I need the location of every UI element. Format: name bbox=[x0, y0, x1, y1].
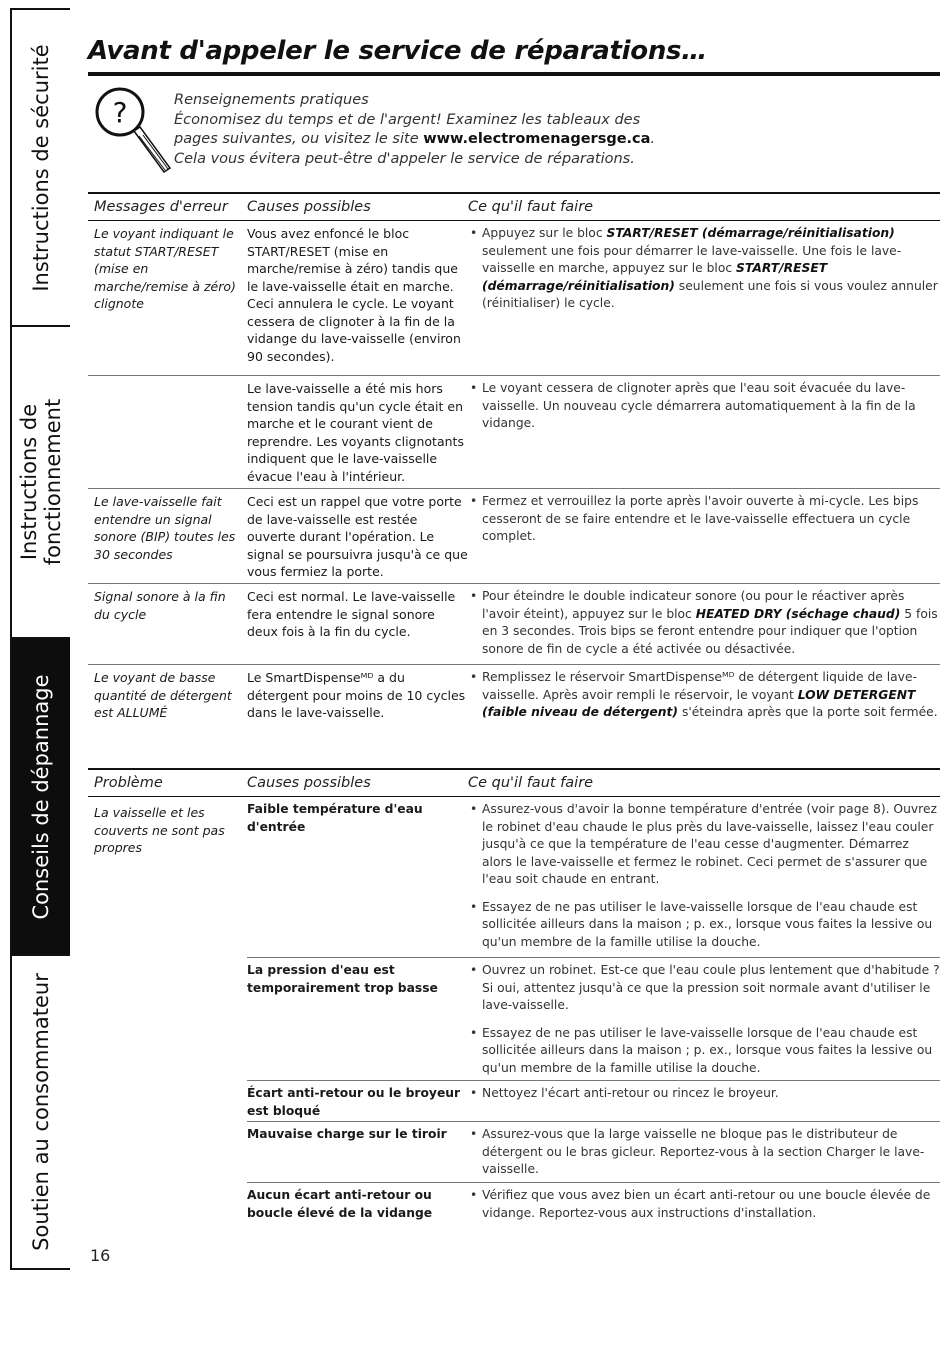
svg-text:?: ? bbox=[112, 96, 128, 129]
action-item bbox=[482, 669, 940, 722]
action-item: • Assurez-vous d'avoir la bonne température d'entrée (voir page 8). Ouvrez le robinet d'eau chaude le plus près du lave-vaisselle, laissez l'eau couler jusqu'à ce que la température de l'eau cesse d'augmenter. Démarrez alors le lave-vaisselle et fermez le robinet. Ceci permet de s'assurer que l'eau soit chaude en entrant. bbox=[482, 801, 940, 889]
action-item: • Ouvrez un robinet. Est-ce que l'eau coule plus lentement que d'habitude ? Si oui, attentez jusqu'à ce que la pression soit normale avant d'utiliser le lave-vaisselle. bbox=[482, 962, 940, 1015]
action-item bbox=[482, 225, 940, 313]
action-cell bbox=[468, 1126, 940, 1189]
intro-text bbox=[174, 91, 734, 169]
table-header bbox=[88, 192, 940, 221]
side-tab-operating[interactable] bbox=[12, 327, 70, 639]
action-cell bbox=[468, 801, 940, 961]
intro-line: Cela vous évitera peut-être d'appeler le service de réparations. bbox=[174, 150, 635, 167]
action-text-part: 5 fois en 3 secondes. Trois bips se feront entendre pour indiquer que l'option sonore de fin de cycle a été activée ou désactivée. bbox=[482, 606, 938, 656]
action-item bbox=[482, 493, 940, 546]
side-tab-safety[interactable] bbox=[12, 10, 70, 327]
action-cell bbox=[468, 1187, 940, 1232]
table-row bbox=[247, 1122, 940, 1183]
website-link[interactable]: www.electromenagersge.ca bbox=[423, 131, 651, 147]
page-number: 16 bbox=[90, 1246, 111, 1265]
action-item: • Essayez de ne pas utiliser le lave-vaisselle lorsque de l'eau chaude est sollicitée ailleurs dans la maison ; p. ex., lorsque vous faites la lessive ou qu'un membre de la famille utilise la douche. bbox=[482, 899, 940, 952]
side-tab-label-line: fonctionnement bbox=[41, 398, 65, 566]
error-messages-table bbox=[88, 192, 940, 735]
side-tab-label: Conseils de dépannage bbox=[29, 673, 53, 920]
intro-text-part: pages suivantes, ou visitez le site bbox=[174, 131, 424, 147]
possible-cause: Le SmartDispenseᴹᴰ a du détergent pour moins de 10 cycles dans le lave-vaisselle. bbox=[247, 670, 466, 720]
action-cell bbox=[468, 225, 940, 323]
side-navigation bbox=[10, 8, 70, 1270]
action-item: • Assurez-vous que la large vaisselle ne bloque pas le distributeur de détergent ou le bras gicleur. Reportez-vous à la section Charger le lave-vaisselle. bbox=[482, 1126, 940, 1179]
possible-cause: Mauvaise charge sur le tiroir bbox=[247, 1127, 447, 1141]
table-row bbox=[88, 665, 940, 735]
table-row bbox=[88, 584, 940, 665]
possible-cause: Vous avez enfoncé le bloc START/RESET (mise en marche/remise à zéro) tandis que le lave-vaisselle était en marche. Ceci annulera le cycle. Le voyant cessera de clignoter à la fin de la vidange du lave-vaisselle (environ 90 secondes). bbox=[247, 226, 461, 364]
table-header bbox=[88, 768, 940, 797]
action-cell bbox=[468, 669, 940, 732]
side-tab-troubleshooting[interactable] bbox=[12, 639, 70, 956]
action-text-part: Appuyez sur le bloc bbox=[482, 226, 607, 240]
table-body bbox=[88, 797, 940, 1229]
table-row bbox=[247, 958, 940, 1081]
column-header-actions: Ce qu'il faut faire bbox=[468, 775, 594, 791]
action-item: • Nettoyez l'écart anti-retour ou rincez le broyeur. bbox=[482, 1085, 940, 1103]
possible-cause: Ceci est un rappel que votre porte de lave-vaisselle est restée ouverte durant l'opération. Le signal se poursuivra jusqu'à ce que vous fermiez la porte. bbox=[247, 494, 468, 579]
error-message: Le voyant de basse quantité de détergent est ALLUMÉ bbox=[94, 670, 232, 720]
action-text-part: Remplissez le réservoir SmartDispenseᴹᴰ de détergent liquide de lave-vaisselle. Après avoir rempli le réservoir, le voyant bbox=[482, 670, 917, 702]
error-message: Signal sonore à la fin du cycle bbox=[94, 589, 226, 622]
side-tab-label-line: Instructions de bbox=[17, 403, 41, 561]
action-text-part: Le voyant cessera de clignoter après que l'eau soit évacuée du lave-vaisselle. Un nouveau cycle démarrera automatiquement à la fin de la vidange. bbox=[482, 381, 916, 430]
column-header-messages: Messages d'erreur bbox=[94, 199, 228, 215]
action-text-part: Pour éteindre le double indicateur sonore (ou pour le réactiver après l'avoir éteint), appuyez sur le bloc bbox=[482, 589, 905, 621]
possible-cause: Le lave-vaisselle a été mis hors tension tandis qu'un cycle était en marche et le courant vient de reprendre. Les voyants clignotants indiquent que le lave-vaisselle évacue l'eau à l'intérieur. bbox=[247, 381, 464, 484]
action-item: • Essayez de ne pas utiliser le lave-vaisselle lorsque de l'eau chaude est sollicitée ailleurs dans la maison ; p. ex., lorsque vous faites la lessive ou qu'un membre de la famille utilise la douche. bbox=[482, 1025, 940, 1078]
side-tab-label: Instructions de sécurité bbox=[29, 43, 53, 292]
question-magnifier-icon bbox=[94, 84, 174, 180]
table-row bbox=[247, 797, 940, 958]
action-cell bbox=[468, 962, 940, 1087]
possible-cause: Ceci est normal. Le lave-vaisselle fera entendre le signal sonore deux fois à la fin du cycle. bbox=[247, 589, 456, 639]
action-cell bbox=[468, 1085, 940, 1113]
action-cell bbox=[468, 588, 940, 668]
table-row bbox=[88, 221, 940, 376]
side-tab-consumer-support[interactable] bbox=[12, 956, 70, 1268]
problem-label: La vaisselle et les couverts ne sont pas propres bbox=[94, 805, 225, 855]
action-text-part: s'éteindra après que la porte soit fermée. bbox=[678, 705, 938, 719]
intro-line: Renseignements pratiques bbox=[174, 92, 369, 108]
column-header-problem: Problème bbox=[94, 775, 163, 791]
action-item bbox=[482, 380, 940, 433]
table-row bbox=[247, 1183, 940, 1229]
action-text-part: HEATED DRY (séchage chaud) bbox=[695, 606, 901, 621]
side-tab-label: Soutien au consommateur bbox=[29, 973, 53, 1251]
action-item bbox=[482, 588, 940, 658]
possible-cause: La pression d'eau est temporairement trop basse bbox=[247, 963, 438, 995]
action-text-part: START/RESET (démarrage/réinitialisation) bbox=[482, 261, 828, 293]
possible-cause: Écart anti-retour ou le broyeur est bloqué bbox=[247, 1086, 461, 1118]
error-message: Le voyant indiquant le statut START/RESET (mise en marche/remise à zéro) clignote bbox=[94, 226, 236, 311]
problems-table bbox=[88, 768, 940, 1229]
table-row bbox=[88, 489, 940, 584]
action-cell bbox=[468, 380, 940, 443]
title-rule bbox=[88, 72, 940, 76]
action-cell bbox=[468, 493, 940, 556]
column-header-actions: Ce qu'il faut faire bbox=[468, 199, 594, 215]
possible-cause: Aucun écart anti-retour ou boucle élevé de la vidange bbox=[247, 1188, 433, 1220]
column-header-causes: Causes possibles bbox=[247, 199, 371, 215]
table-row bbox=[88, 376, 940, 489]
action-text-part: seulement une fois si vous voulez annuler (réinitialiser) le cycle. bbox=[482, 278, 938, 310]
table-body bbox=[88, 221, 940, 735]
possible-cause: Faible température d'eau d'entrée bbox=[247, 802, 423, 834]
intro-text-part: . bbox=[650, 131, 656, 147]
intro-line: Économisez du temps et de l'argent! Examinez les tableaux des bbox=[174, 111, 641, 128]
action-item: • Vérifiez que vous avez bien un écart anti-retour ou une boucle élevée de vidange. Reportez-vous aux instructions d'installation. bbox=[482, 1187, 940, 1222]
error-message: Le lave-vaisselle fait entendre un signal sonore (BIP) toutes les 30 secondes bbox=[94, 494, 236, 562]
side-tab-label bbox=[17, 399, 65, 565]
action-text-part: seulement une fois pour démarrer le lave-vaisselle. Une fois le lave-vaisselle en marche, appuyez sur le bloc bbox=[482, 243, 902, 275]
intro-line bbox=[174, 130, 734, 150]
action-text-part: START/RESET (démarrage/réinitialisation) bbox=[606, 226, 895, 240]
column-header-causes: Causes possibles bbox=[247, 775, 371, 791]
table-row bbox=[247, 1081, 940, 1122]
page-title: Avant d'appeler le service de réparations… bbox=[88, 36, 707, 66]
action-text-part: LOW DETERGENT (faible niveau de détergent) bbox=[482, 687, 916, 719]
action-text-part: Fermez et verrouillez la porte après l'avoir ouverte à mi-cycle. Les bips cesseront de se faire entendre et le lave-vaisselle effectuera un cycle complet. bbox=[482, 494, 919, 543]
